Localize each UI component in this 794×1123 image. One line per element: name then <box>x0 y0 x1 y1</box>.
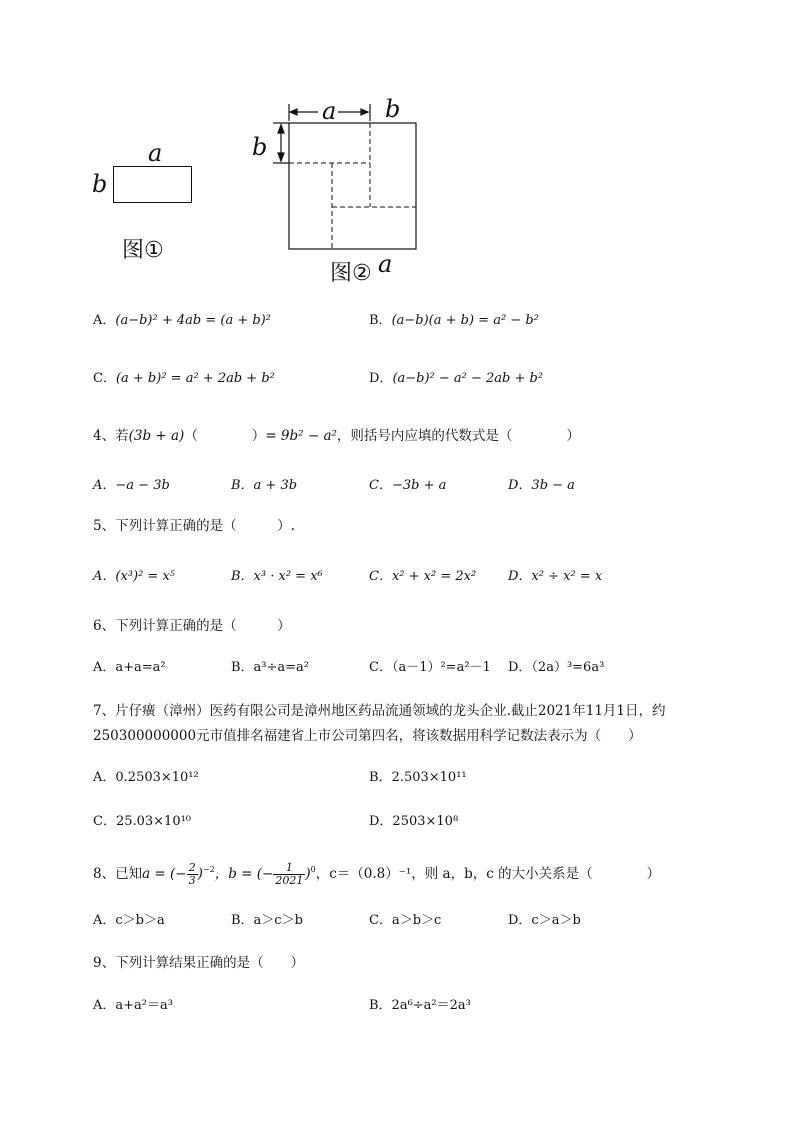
q9-option-a[interactable]: A．a+a²＝a³ <box>93 998 173 1013</box>
figure1-caption: 图① <box>122 238 164 263</box>
q8-option-c[interactable]: C．a＞b＞c <box>369 913 442 928</box>
figure2-label-a-bottom: a <box>378 250 393 278</box>
q8-option-d[interactable]: D．c＞a＞b <box>508 913 581 928</box>
q8-stem: 8、已知a = (− $\frac{2}{3}$ )$^{-2}$，b = (− $\frac{1}{2021}$ )$^0$，c＝（0.8）⁻¹，则 a，b，c 的大小关系是（ ） <box>93 861 661 887</box>
q8-fraction-b: $\frac{1}{2021}$ <box>275 861 304 887</box>
q8-option-a[interactable]: A．c＞b＞a <box>93 913 165 928</box>
q5-option-a[interactable]: A．(x³)² = x⁵ <box>93 569 175 584</box>
q5-stem: 5、下列计算正确的是（ ）. <box>93 518 295 534</box>
q4-option-d[interactable]: D．3b − a <box>508 478 575 493</box>
q6-option-c[interactable]: C．（a－1）²=a²－1 <box>369 660 491 675</box>
figure2-label-a-arrow: a <box>322 97 337 125</box>
q8-option-b[interactable]: B．a＞c＞b <box>231 913 303 928</box>
q3-option-a[interactable]: A．(a−b)² + 4ab = (a + b)² <box>93 313 271 328</box>
q4-option-b[interactable]: B．a + 3b <box>231 478 298 493</box>
q3-option-d[interactable]: D．(a−b)² − a² − 2ab + b² <box>369 371 544 386</box>
q3-option-b[interactable]: B．(a−b)(a + b) = a² − b² <box>369 313 539 328</box>
q9-option-b[interactable]: B．2a⁶÷a²＝2a³ <box>369 998 471 1013</box>
q5-option-c[interactable]: C．x² + x² = 2x² <box>369 569 477 584</box>
q6-stem: 6、下列计算正确的是（ ） <box>93 618 291 634</box>
q7-stem-line2: 250300000000元市值排名福建省上市公司第四名，将该数据用科学记数法表示为（ ） <box>93 728 642 744</box>
figure1-rectangle <box>113 166 192 203</box>
figure2-outer-square <box>289 123 416 249</box>
figure1-label-b: b <box>92 170 108 198</box>
q7-option-c[interactable]: C．25.03×10¹⁰ <box>93 814 192 829</box>
figure2-label-b-top: b <box>385 95 401 123</box>
q4-option-c[interactable]: C．−3b + a <box>369 478 447 493</box>
q7-option-b[interactable]: B．2.503×10¹¹ <box>369 770 467 785</box>
q3-option-c[interactable]: C．(a + b)² = a² + 2ab + b² <box>93 371 275 386</box>
q6-option-d[interactable]: D．（2a）³=6a³ <box>508 660 605 675</box>
q7-option-d[interactable]: D．2503×10⁸ <box>369 814 459 829</box>
figure2-caption: 图② <box>330 261 372 286</box>
q6-option-a[interactable]: A．a+a=a² <box>93 660 166 675</box>
q8-fraction-a: $\frac{2}{3}$ <box>188 861 196 887</box>
figure1-label-a: a <box>148 139 163 167</box>
figure2-arrow-b <box>273 123 289 163</box>
q5-option-b[interactable]: B．x³ · x² = x⁶ <box>231 569 323 584</box>
figure2-dashed-lines <box>289 123 416 249</box>
q7-stem-line1: 7、片仔癀（漳州）医药有限公司是漳州地区药品流通领域的龙头企业.截止2021年11月1日，约 <box>93 703 666 719</box>
figure2-diagram <box>270 95 430 260</box>
q7-option-a[interactable]: A．0.2503×10¹² <box>93 770 199 785</box>
q6-option-b[interactable]: B．a³÷a=a² <box>231 660 310 675</box>
q4-option-a[interactable]: A．−a − 3b <box>93 478 170 493</box>
q4-stem: 4、若(3b + a)（ ）= 9b² − a²，则括号内应填的代数式是（ ） <box>93 428 580 444</box>
q5-option-d[interactable]: D．x² ÷ x² = x <box>508 569 603 584</box>
q9-stem: 9、下列计算结果正确的是（ ） <box>93 955 305 971</box>
figure2-label-b-left: b <box>252 133 268 161</box>
